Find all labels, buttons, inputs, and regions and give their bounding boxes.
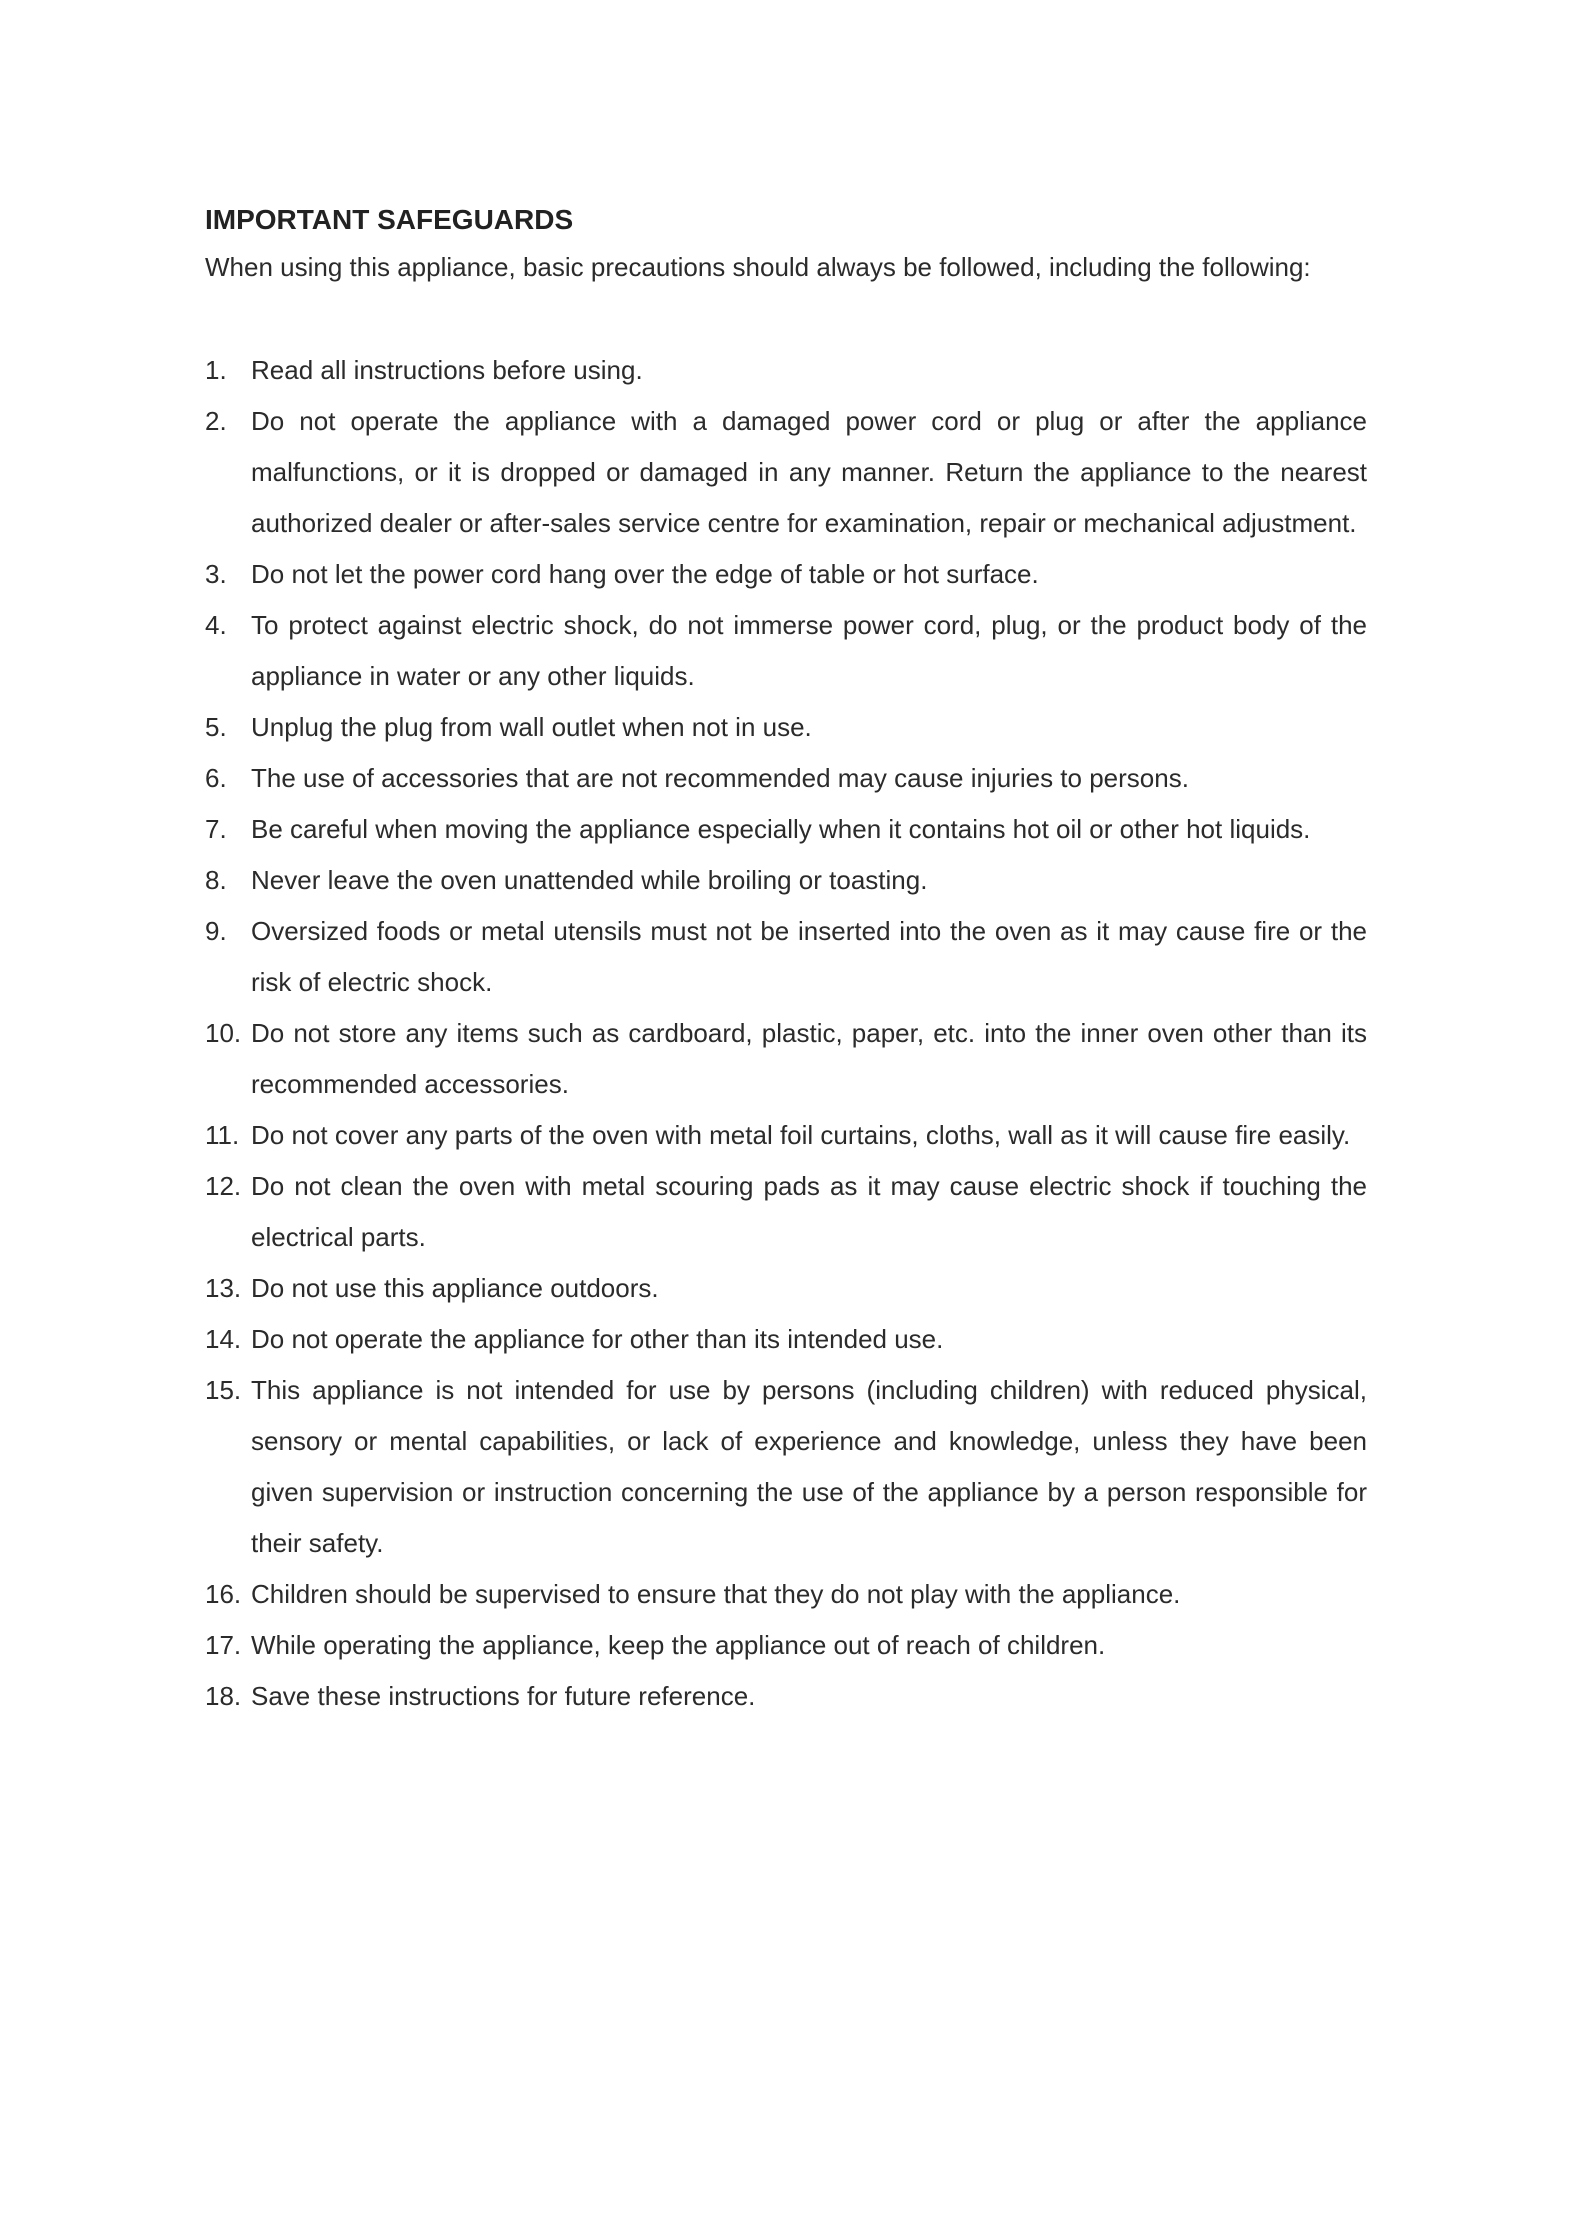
item-text: Do not store any items such as cardboard, plastic, paper, etc. into the inner oven other than its recommended accessories. xyxy=(251,1018,1367,1099)
list-item xyxy=(205,1263,1367,1314)
item-number: 7. xyxy=(205,814,227,844)
item-text: Never leave the oven unattended while broiling or toasting. xyxy=(251,865,928,895)
item-number: 16. xyxy=(205,1579,242,1609)
list-item xyxy=(205,1365,1367,1569)
item-text: This appliance is not intended for use by persons (including children) with reduced physical, sensory or mental capabilities, or lack of experience and knowledge, unless they have been given supervision or instruction concerning the use of the appliance by a person responsible for their safety. xyxy=(251,1375,1367,1558)
document-page xyxy=(205,200,1367,1722)
item-text: Oversized foods or metal utensils must not be inserted into the oven as it may cause fire or the risk of electric shock. xyxy=(251,916,1367,997)
list-item xyxy=(205,1161,1367,1263)
item-text: Read all instructions before using. xyxy=(251,355,643,385)
item-text: Do not operate the appliance for other than its intended use. xyxy=(251,1324,944,1354)
item-number: 11. xyxy=(205,1120,240,1150)
intro-paragraph: When using this appliance, basic precautions should always be followed, including the following: xyxy=(205,252,1311,282)
list-item xyxy=(205,1569,1367,1620)
item-text: Save these instructions for future reference. xyxy=(251,1681,756,1711)
page-title: IMPORTANT SAFEGUARDS xyxy=(205,204,574,235)
list-item xyxy=(205,600,1367,702)
item-number: 13. xyxy=(205,1273,242,1303)
item-text: Do not let the power cord hang over the edge of table or hot surface. xyxy=(251,559,1039,589)
item-number: 6. xyxy=(205,763,227,793)
item-number: 4. xyxy=(205,610,227,640)
list-item xyxy=(205,345,1367,396)
list-item xyxy=(205,396,1367,549)
list-item xyxy=(205,804,1367,855)
list-item xyxy=(205,855,1367,906)
item-text: While operating the appliance, keep the appliance out of reach of children. xyxy=(251,1630,1106,1660)
item-number: 14. xyxy=(205,1324,242,1354)
item-text: To protect against electric shock, do not immerse power cord, plug, or the product body of the appliance in water or any other liquids. xyxy=(251,610,1367,691)
item-text: Do not operate the appliance with a damaged power cord or plug or after the appliance malfunctions, or it is dropped or damaged in any manner. Return the appliance to the nearest authorized dealer or after-sales service centre for examination, repair or mechanical adjustment. xyxy=(251,406,1367,538)
item-number: 17. xyxy=(205,1630,242,1660)
item-number: 3. xyxy=(205,559,227,589)
item-text: Do not clean the oven with metal scouring pads as it may cause electric shock if touching the electrical parts. xyxy=(251,1171,1367,1252)
list-item xyxy=(205,753,1367,804)
list-item xyxy=(205,549,1367,600)
item-text: Do not use this appliance outdoors. xyxy=(251,1273,659,1303)
list-item xyxy=(205,702,1367,753)
item-text: Children should be supervised to ensure that they do not play with the appliance. xyxy=(251,1579,1181,1609)
item-text: Do not cover any parts of the oven with metal foil curtains, cloths, wall as it will cause fire easily. xyxy=(251,1120,1351,1150)
list-item xyxy=(205,1110,1367,1161)
list-item xyxy=(205,906,1367,1008)
item-text: The use of accessories that are not recommended may cause injuries to persons. xyxy=(251,763,1189,793)
item-number: 15. xyxy=(205,1375,242,1405)
item-text: Be careful when moving the appliance especially when it contains hot oil or other hot liquids. xyxy=(251,814,1311,844)
item-number: 18. xyxy=(205,1681,242,1711)
item-number: 12. xyxy=(205,1171,242,1201)
list-item xyxy=(205,1620,1367,1671)
list-item xyxy=(205,1008,1367,1110)
item-number: 10. xyxy=(205,1018,242,1048)
item-number: 5. xyxy=(205,712,227,742)
item-text: Unplug the plug from wall outlet when not in use. xyxy=(251,712,812,742)
safeguards-list xyxy=(205,345,1367,1722)
item-number: 9. xyxy=(205,916,227,946)
item-number: 1. xyxy=(205,355,227,385)
item-number: 2. xyxy=(205,406,227,436)
list-item xyxy=(205,1671,1367,1722)
item-number: 8. xyxy=(205,865,227,895)
list-item xyxy=(205,1314,1367,1365)
